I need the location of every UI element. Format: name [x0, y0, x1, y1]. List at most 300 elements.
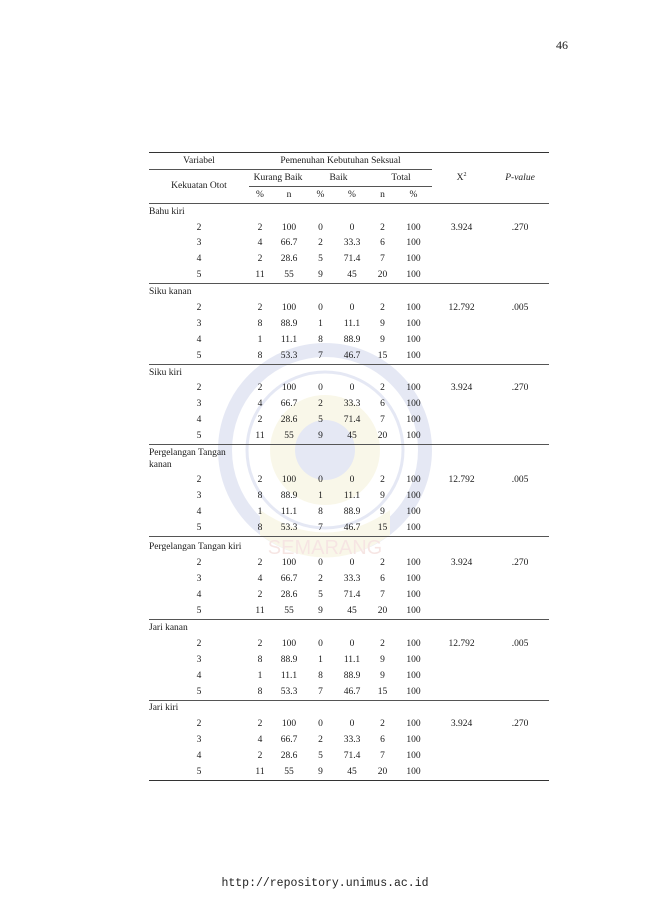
- p-value: [491, 316, 549, 332]
- group-label-row: [149, 203, 549, 219]
- value-cell: 2: [380, 302, 385, 313]
- value-cell: 4: [257, 399, 263, 410]
- value-cell: 88.9: [280, 654, 298, 665]
- value-cell: 6: [380, 238, 385, 249]
- score-cell: 3: [196, 735, 202, 746]
- value-cell: 88.9: [343, 334, 361, 345]
- table-row: [149, 716, 549, 732]
- value-cell: 66.7: [280, 735, 298, 746]
- table-row: [149, 504, 549, 520]
- value-cell: 2: [380, 638, 385, 649]
- table-row: [149, 267, 549, 283]
- p-value: .270: [511, 222, 529, 233]
- chi-square-value: 12.792: [448, 302, 475, 313]
- value-cell: 11.1: [343, 654, 361, 665]
- chi-square-value: [432, 603, 491, 619]
- value-cell: 0: [318, 383, 323, 394]
- value-cell: 11.1: [280, 670, 298, 681]
- value-cell: 66.7: [280, 574, 298, 585]
- score-cell: 4: [196, 415, 202, 426]
- value-cell: 8: [257, 654, 263, 665]
- value-cell: 0: [318, 558, 323, 569]
- table-row: [149, 488, 549, 504]
- value-cell: 55: [284, 431, 294, 442]
- chi-square-value: [432, 267, 491, 283]
- value-cell: 5: [318, 590, 323, 601]
- value-cell: 1: [257, 334, 263, 345]
- value-cell: 100: [406, 735, 421, 746]
- group-label: Jari kiri: [149, 700, 549, 716]
- value-cell: 33.3: [343, 574, 361, 585]
- results-table-container: [149, 152, 549, 781]
- p-value: [491, 603, 549, 619]
- score-cell: 2: [196, 302, 202, 313]
- value-cell: 8: [257, 350, 263, 361]
- value-cell: 88.9: [343, 506, 361, 517]
- value-cell: 1: [318, 654, 323, 665]
- score-cell: 2: [196, 222, 202, 233]
- score-cell: 3: [196, 490, 202, 501]
- header-total: Total: [370, 169, 432, 186]
- value-cell: 11: [255, 431, 265, 442]
- value-cell: 46.7: [343, 350, 361, 361]
- chi-square-value: [432, 587, 491, 603]
- value-cell: 100: [406, 590, 421, 601]
- p-value: [491, 348, 549, 364]
- score-cell: 5: [196, 431, 202, 442]
- p-value: [491, 235, 549, 251]
- value-cell: 1: [257, 506, 263, 517]
- value-cell: 7: [380, 590, 385, 601]
- chi-square-value: [432, 428, 491, 444]
- subheader-cell: n: [286, 189, 292, 200]
- p-value: [491, 332, 549, 348]
- value-cell: 100: [406, 431, 421, 442]
- value-cell: 100: [406, 522, 421, 533]
- value-cell: 8: [318, 506, 323, 517]
- value-cell: 0: [349, 222, 355, 233]
- value-cell: 28.6: [280, 751, 298, 762]
- value-cell: 100: [406, 270, 421, 281]
- p-value: [491, 504, 549, 520]
- score-cell: 5: [196, 270, 202, 281]
- header-chi-square: $X^2$: [432, 153, 491, 204]
- value-cell: 6: [380, 399, 385, 410]
- value-cell: 7: [318, 522, 323, 533]
- score-cell: 5: [196, 686, 202, 697]
- value-cell: 100: [281, 558, 297, 569]
- value-cell: 4: [257, 735, 263, 746]
- chi-square-value: 3.924: [450, 222, 473, 233]
- value-cell: 2: [380, 383, 385, 394]
- value-cell: 9: [380, 506, 385, 517]
- value-cell: 20: [377, 431, 388, 442]
- watermark-text: SEMARANG: [267, 537, 383, 559]
- value-cell: 2: [380, 719, 385, 730]
- chi-square-table: [149, 152, 549, 781]
- value-cell: 2: [257, 751, 263, 762]
- value-cell: 0: [349, 638, 355, 649]
- group-label: Siku kiri: [149, 364, 549, 380]
- value-cell: 2: [257, 302, 263, 313]
- group-label: Bahu kiri: [149, 203, 549, 219]
- p-value: [491, 684, 549, 700]
- table-row: [149, 684, 549, 700]
- value-cell: 100: [406, 383, 421, 394]
- value-cell: 53.3: [280, 522, 298, 533]
- value-cell: 2: [380, 222, 385, 233]
- value-cell: 55: [284, 606, 294, 617]
- value-cell: 53.3: [280, 686, 298, 697]
- score-cell: 2: [196, 474, 202, 485]
- value-cell: 100: [406, 751, 421, 762]
- value-cell: 6: [380, 735, 385, 746]
- value-cell: 7: [380, 254, 385, 265]
- value-cell: 0: [318, 719, 323, 730]
- chi-square-value: [432, 764, 491, 780]
- p-value: [491, 732, 549, 748]
- value-cell: 45: [334, 764, 370, 780]
- value-cell: 0: [349, 719, 355, 730]
- value-cell: 0: [318, 222, 323, 233]
- table-row: [149, 520, 549, 536]
- group-label-row: [149, 536, 549, 555]
- value-cell: 7: [380, 751, 385, 762]
- value-cell: 1: [257, 670, 263, 681]
- score-cell: 4: [196, 506, 202, 517]
- value-cell: 2: [257, 719, 263, 730]
- score-cell: 4: [196, 254, 202, 265]
- value-cell: 9: [380, 490, 385, 501]
- score-cell: 2: [196, 638, 202, 649]
- group-label: Siku kanan: [149, 284, 549, 300]
- table-row: [149, 571, 549, 587]
- value-cell: 100: [406, 254, 421, 265]
- table-row: [149, 251, 549, 267]
- score-cell: 5: [149, 764, 249, 780]
- group-label-row: [149, 364, 549, 380]
- value-cell: 66.7: [280, 238, 298, 249]
- value-cell: 5: [318, 751, 323, 762]
- value-cell: 100: [281, 383, 297, 394]
- value-cell: 9: [318, 431, 323, 442]
- value-cell: 33.3: [343, 735, 361, 746]
- value-cell: 15: [377, 350, 388, 361]
- header-kekuatan-otot: Kekuatan Otot: [149, 169, 249, 203]
- table-row: [149, 652, 549, 668]
- value-cell: 11.1: [280, 506, 298, 517]
- score-cell: 3: [196, 574, 202, 585]
- value-cell: 100: [406, 399, 421, 410]
- score-cell: 2: [196, 719, 202, 730]
- chi-square-value: [432, 571, 491, 587]
- value-cell: 100: [406, 334, 421, 345]
- value-cell: 11: [249, 764, 271, 780]
- score-cell: 3: [196, 318, 202, 329]
- chi-square-value: [432, 748, 491, 764]
- group-label: Pergelangan Tangan kiri: [149, 536, 549, 555]
- value-cell: 71.4: [343, 751, 361, 762]
- p-value: .005: [511, 302, 529, 313]
- value-cell: 4: [257, 238, 263, 249]
- p-value: [491, 587, 549, 603]
- value-cell: 100: [406, 719, 421, 730]
- value-cell: 11: [255, 270, 265, 281]
- header-p-value: P-value: [491, 153, 549, 204]
- header-variabel: Variabel: [149, 153, 249, 170]
- value-cell: 33.3: [343, 399, 361, 410]
- chi-square-value: [432, 520, 491, 536]
- p-value: [491, 764, 549, 780]
- table-row: [149, 412, 549, 428]
- value-cell: 100: [406, 490, 421, 501]
- value-cell: 100: [406, 670, 421, 681]
- value-cell: 20: [370, 764, 395, 780]
- p-value: .270: [511, 719, 529, 730]
- value-cell: 100: [406, 415, 421, 426]
- value-cell: 45: [347, 270, 357, 281]
- table-row: [149, 428, 549, 444]
- value-cell: 100: [281, 302, 297, 313]
- value-cell: 4: [257, 574, 263, 585]
- value-cell: 100: [406, 318, 421, 329]
- value-cell: 2: [257, 590, 263, 601]
- value-cell: 100: [406, 238, 421, 249]
- score-cell: 4: [196, 751, 202, 762]
- value-cell: 2: [257, 474, 263, 485]
- value-cell: 20: [377, 606, 388, 617]
- table-row: [149, 332, 549, 348]
- table-row: [149, 235, 549, 251]
- chi-square-value: [432, 412, 491, 428]
- subheader-cell: %: [348, 189, 356, 200]
- header-pemenuhan: Pemenuhan Kebutuhan Seksual: [249, 153, 432, 170]
- p-value: [491, 488, 549, 504]
- value-cell: 100: [406, 222, 421, 233]
- value-cell: 0: [349, 558, 355, 569]
- value-cell: 66.7: [280, 399, 298, 410]
- chi-square-value: [432, 732, 491, 748]
- value-cell: 5: [318, 254, 323, 265]
- value-cell: 11.1: [343, 318, 361, 329]
- footer-url: http://repository.unimus.ac.id: [221, 877, 429, 890]
- value-cell: 2: [318, 735, 323, 746]
- chi-square-value: [432, 684, 491, 700]
- chi-square-value: [432, 668, 491, 684]
- value-cell: 15: [377, 522, 388, 533]
- p-value: .270: [511, 558, 529, 569]
- subheader-cell: %: [409, 189, 418, 200]
- value-cell: 55: [284, 270, 294, 281]
- subheader-cell: %: [256, 189, 264, 200]
- table-row: [149, 396, 549, 412]
- value-cell: 100: [406, 638, 421, 649]
- value-cell: 2: [257, 254, 263, 265]
- chi-square-value: [432, 348, 491, 364]
- group-label-row: [149, 445, 549, 473]
- value-cell: 1: [318, 318, 323, 329]
- score-cell: 5: [196, 606, 202, 617]
- chi-square-value: 3.924: [450, 558, 473, 569]
- table-row: [149, 472, 549, 488]
- value-cell: 0: [349, 302, 355, 313]
- header-baik: Baik: [307, 169, 370, 186]
- value-cell: 11: [255, 606, 265, 617]
- value-cell: 8: [257, 686, 263, 697]
- value-cell: 9: [307, 764, 334, 780]
- value-cell: 2: [257, 638, 263, 649]
- value-cell: 2: [318, 399, 323, 410]
- value-cell: 2: [318, 574, 323, 585]
- value-cell: 6: [380, 574, 385, 585]
- chi-square-value: 3.924: [450, 719, 473, 730]
- chi-square-value: [432, 332, 491, 348]
- value-cell: 46.7: [343, 522, 361, 533]
- value-cell: 100: [406, 506, 421, 517]
- table-row: [149, 555, 549, 571]
- value-cell: 9: [318, 270, 323, 281]
- group-label: Jari kanan: [149, 620, 549, 636]
- value-cell: 2: [257, 558, 263, 569]
- value-cell: 7: [380, 415, 385, 426]
- chi-square-value: [432, 235, 491, 251]
- score-cell: 4: [196, 670, 202, 681]
- chi-square-value: [432, 488, 491, 504]
- table-row: [149, 300, 549, 316]
- table-row: [149, 316, 549, 332]
- value-cell: 11.1: [280, 334, 298, 345]
- p-value: [491, 571, 549, 587]
- value-cell: 100: [406, 474, 421, 485]
- chi-square-value: 3.924: [450, 383, 473, 394]
- chi-square-value: [432, 652, 491, 668]
- value-cell: 88.9: [343, 670, 361, 681]
- value-cell: 9: [380, 670, 385, 681]
- value-cell: 28.6: [280, 590, 298, 601]
- value-cell: 88.9: [280, 490, 298, 501]
- value-cell: 9: [380, 318, 385, 329]
- value-cell: 33.3: [343, 238, 361, 249]
- value-cell: 0: [318, 474, 323, 485]
- value-cell: 100: [406, 302, 421, 313]
- table-row: [149, 764, 549, 780]
- value-cell: 0: [349, 474, 355, 485]
- score-cell: 4: [196, 590, 202, 601]
- value-cell: 71.4: [343, 415, 361, 426]
- chi-square-value: [432, 316, 491, 332]
- score-cell: 2: [196, 558, 202, 569]
- value-cell: 88.9: [280, 318, 298, 329]
- score-cell: 3: [196, 399, 202, 410]
- table-row: [149, 348, 549, 364]
- group-label-row: [149, 620, 549, 636]
- p-value: [491, 267, 549, 283]
- value-cell: 20: [377, 270, 388, 281]
- value-cell: 2: [257, 415, 263, 426]
- value-cell: 8: [318, 670, 323, 681]
- value-cell: 8: [257, 490, 263, 501]
- table-row: [149, 220, 549, 236]
- table-row: [149, 636, 549, 652]
- value-cell: 100: [406, 350, 421, 361]
- value-cell: 0: [318, 302, 323, 313]
- value-cell: 7: [318, 686, 323, 697]
- value-cell: 15: [377, 686, 388, 697]
- p-value: [491, 652, 549, 668]
- value-cell: 0: [318, 638, 323, 649]
- p-value: [491, 520, 549, 536]
- value-cell: 55: [271, 764, 307, 780]
- table-row: [149, 668, 549, 684]
- group-label-row: [149, 700, 549, 716]
- value-cell: 2: [380, 558, 385, 569]
- value-cell: 0: [349, 383, 355, 394]
- value-cell: 28.6: [280, 415, 298, 426]
- value-cell: 100: [406, 606, 421, 617]
- value-cell: 100: [395, 764, 432, 780]
- score-cell: 2: [196, 383, 202, 394]
- header-kurang-baik: Kurang Baik: [249, 169, 307, 186]
- value-cell: 28.6: [280, 254, 298, 265]
- p-value: .005: [511, 638, 529, 649]
- value-cell: 100: [281, 719, 297, 730]
- table-row: [149, 380, 549, 396]
- value-cell: 100: [406, 558, 421, 569]
- chi-square-value: 12.792: [448, 638, 475, 649]
- chi-square-value: [432, 504, 491, 520]
- value-cell: 8: [257, 522, 263, 533]
- value-cell: 100: [406, 654, 421, 665]
- p-value: [491, 251, 549, 267]
- value-cell: 53.3: [280, 350, 298, 361]
- value-cell: 46.7: [343, 686, 361, 697]
- score-cell: 5: [196, 350, 202, 361]
- score-cell: 3: [196, 238, 202, 249]
- value-cell: 2: [380, 474, 385, 485]
- page-number: 46: [556, 38, 568, 52]
- value-cell: 11.1: [343, 490, 361, 501]
- value-cell: 9: [318, 606, 323, 617]
- value-cell: 100: [406, 574, 421, 585]
- value-cell: 2: [257, 383, 263, 394]
- subheader-cell: %: [316, 189, 325, 200]
- value-cell: 7: [318, 350, 323, 361]
- value-cell: 9: [380, 334, 385, 345]
- value-cell: 5: [318, 415, 323, 426]
- value-cell: 100: [281, 474, 297, 485]
- p-value: .270: [511, 383, 529, 394]
- table-row: [149, 587, 549, 603]
- p-value: .005: [511, 474, 529, 485]
- group-label: Pergelangan Tangan kanan: [149, 445, 549, 473]
- value-cell: 2: [257, 222, 263, 233]
- table-row: [149, 732, 549, 748]
- p-value: [491, 748, 549, 764]
- value-cell: 8: [257, 318, 263, 329]
- value-cell: 45: [347, 431, 357, 442]
- value-cell: 9: [380, 654, 385, 665]
- subheader-cell: n: [380, 189, 385, 200]
- value-cell: 2: [318, 238, 323, 249]
- chi-square-value: [432, 251, 491, 267]
- score-cell: 3: [196, 654, 202, 665]
- table-row: [149, 603, 549, 619]
- chi-square-value: 12.792: [448, 474, 475, 485]
- value-cell: 100: [281, 638, 297, 649]
- value-cell: 45: [347, 606, 357, 617]
- score-cell: 4: [196, 334, 202, 345]
- value-cell: 100: [406, 686, 421, 697]
